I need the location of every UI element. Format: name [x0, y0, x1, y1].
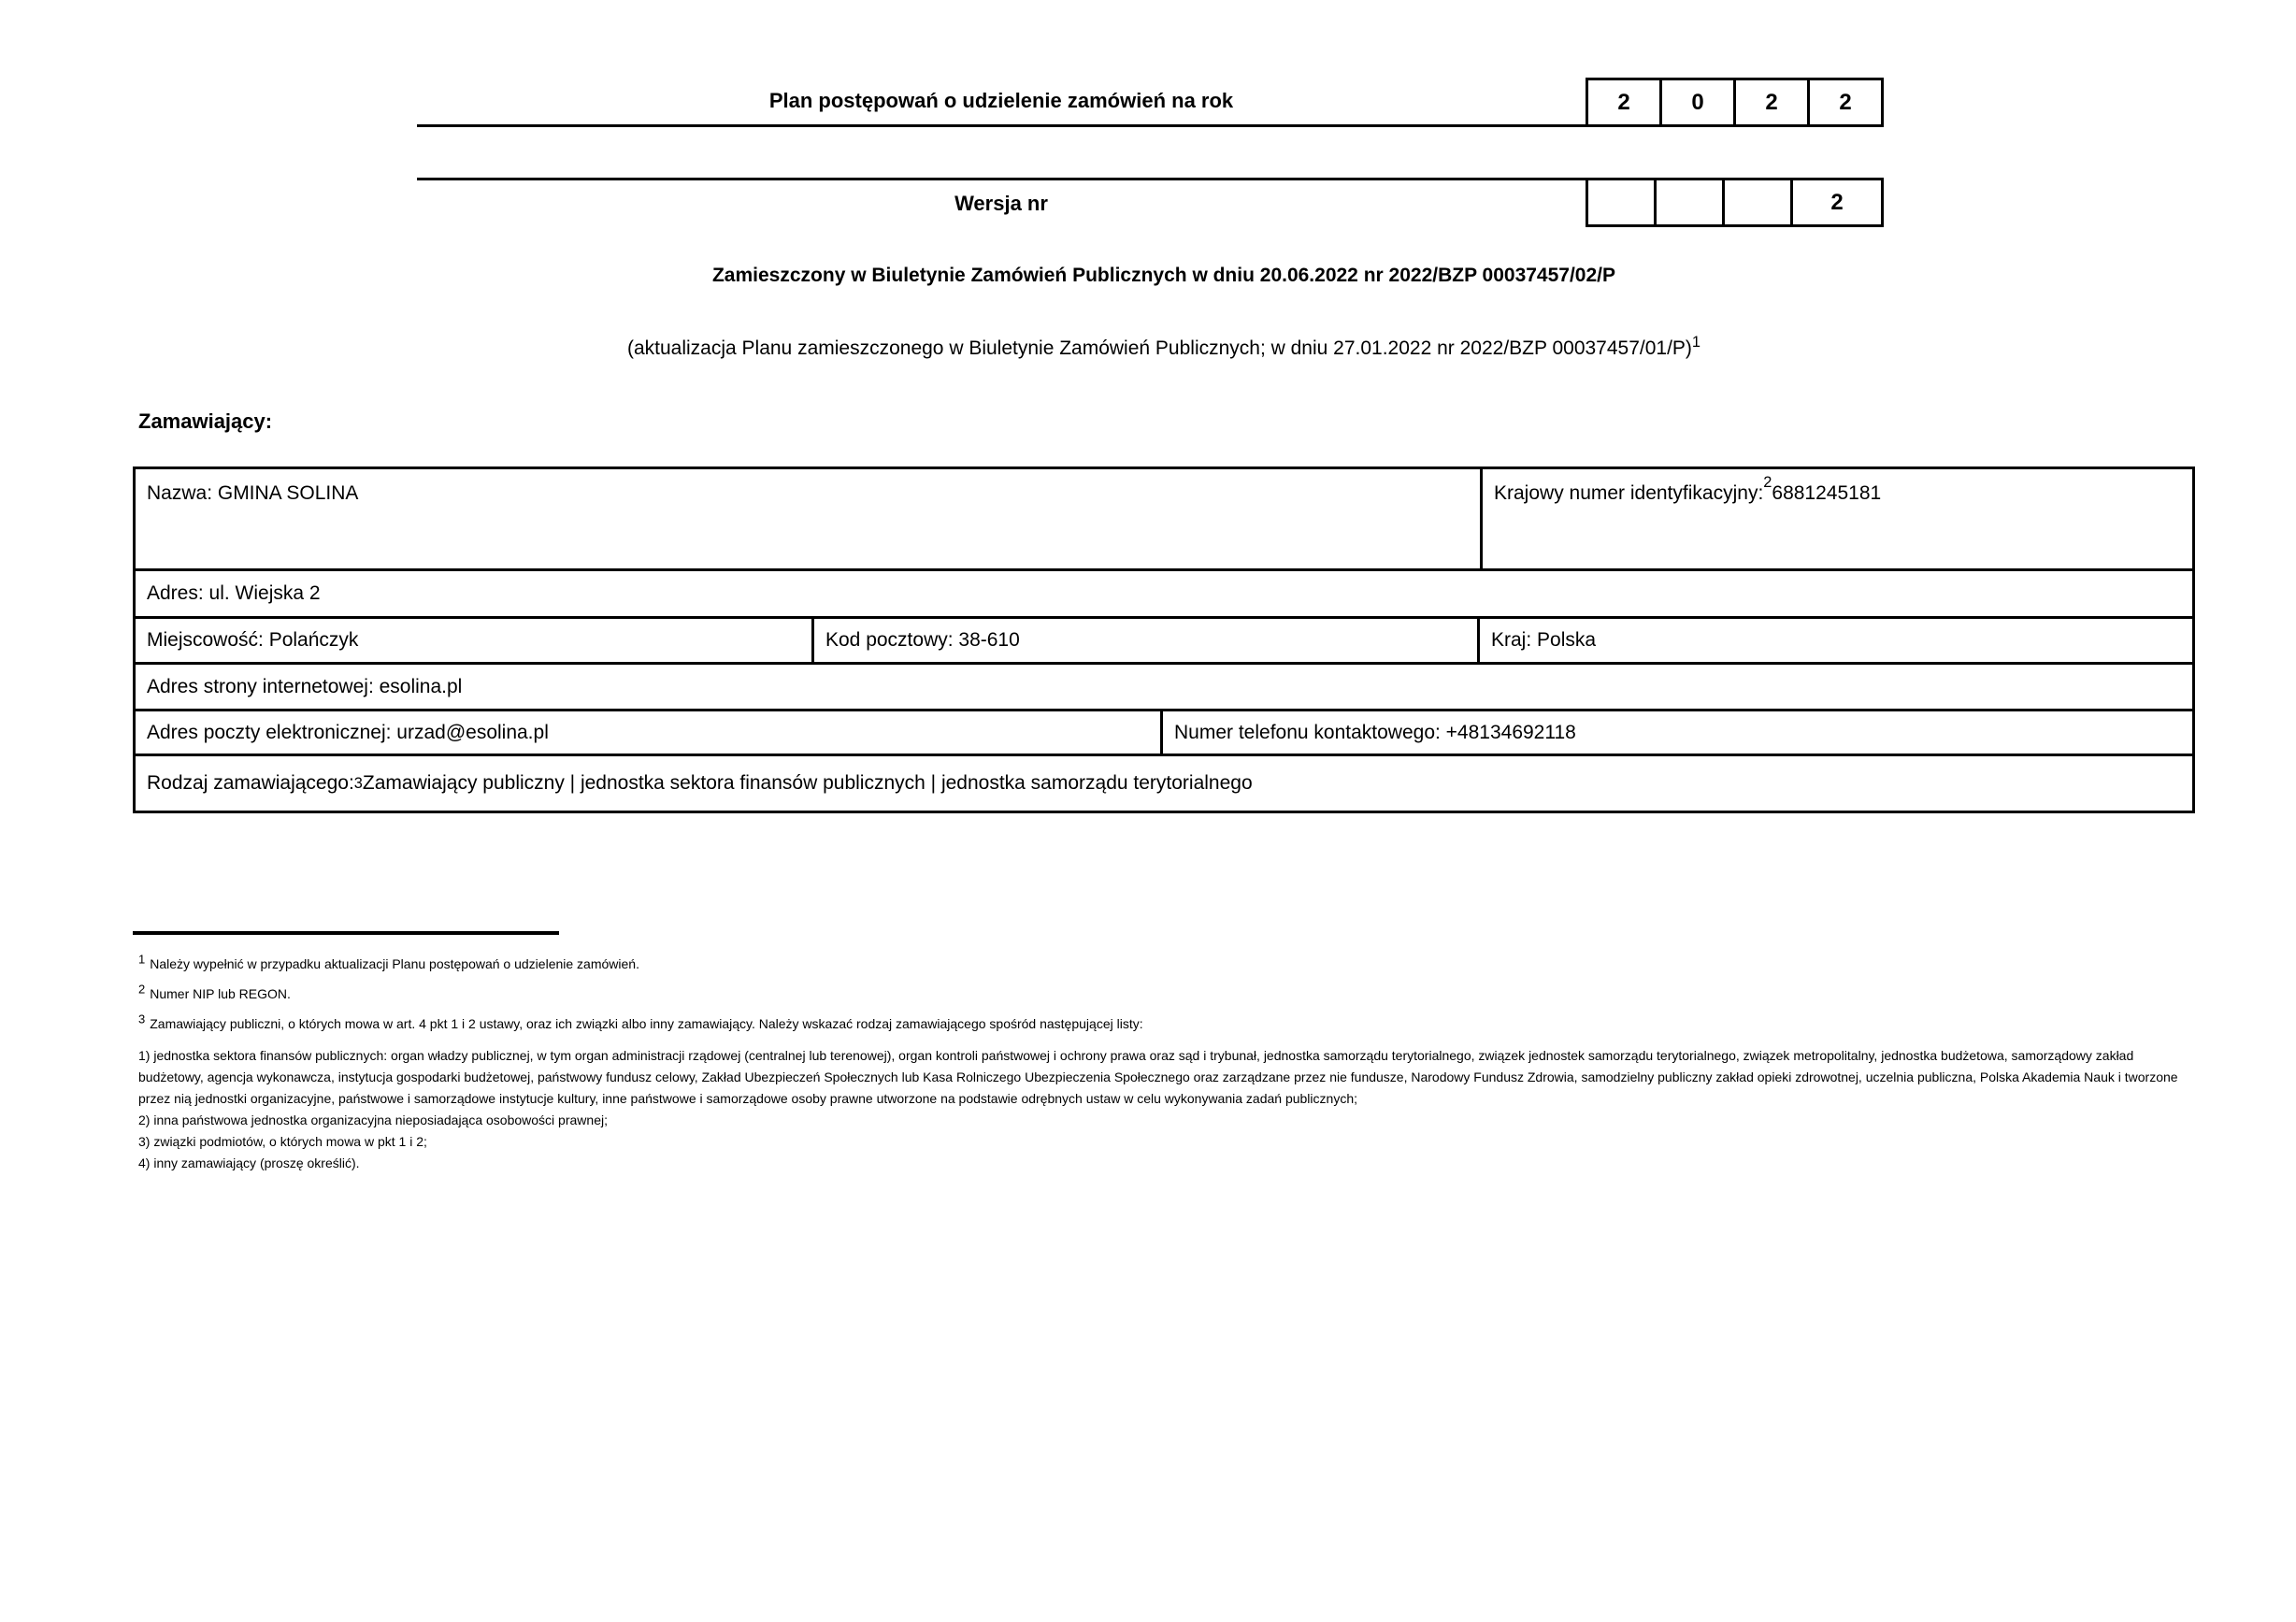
buyer-phone-cell: Numer telefonu kontaktowego: +48134692118	[1174, 721, 1576, 743]
buyer-city-cell: Miejscowość: Polańczyk	[136, 619, 814, 662]
footnote-3	[138, 1012, 2195, 1032]
buyer-website-cell: Adres strony internetowej: esolina.pl	[147, 675, 463, 697]
version-label: Wersja nr	[954, 192, 1048, 215]
national-id-label: Krajowy numer identyfikacyjny:	[1494, 482, 1764, 504]
footnote-text: Zamawiający publiczni, o których mowa w art. 4 pkt 1 i 2 ustawy, oraz ich związki albo inny zamawiający. Należy wskazać rodzaj zamawiającego spośród następującej listy:	[150, 1016, 1143, 1031]
buyer-type-label: Rodzaj zamawiającego:	[147, 772, 354, 794]
footnote-separator	[133, 931, 559, 935]
buyer-type-list	[138, 1045, 2195, 1174]
table-row	[136, 469, 2192, 571]
footnote-text: Należy wypełnić w przypadku aktualizacji Planu postępowań o udzielenie zamówień.	[150, 956, 639, 971]
footnote-marker: 3	[138, 1012, 146, 1026]
table-row	[136, 571, 2192, 619]
buyer-country-cell: Kraj: Polska	[1491, 629, 1597, 651]
footnote-text: Numer NIP lub REGON.	[150, 986, 291, 1001]
version-digit-box	[1586, 178, 1657, 227]
title-underline	[417, 124, 1882, 127]
buyer-type-list-item: 2) inna państwowa jednostka organizacyjna nieposiadająca osobowości prawnej;	[138, 1112, 608, 1127]
buyer-type-cell: Rodzaj zamawiającego: 3 Zamawiający publiczny | jednostka sektora finansów publicznych | jednostka samorządu terytorialnego	[147, 772, 1253, 794]
table-row	[136, 665, 2192, 711]
table-row	[136, 756, 2192, 811]
year-digit-box: 0	[1659, 78, 1736, 127]
table-row	[136, 711, 2192, 756]
footnote-marker: 2	[138, 982, 146, 997]
year-digit-box: 2	[1733, 78, 1810, 127]
version-digit-box	[1722, 178, 1793, 227]
year-boxes	[1586, 78, 1884, 127]
bulletin-update-line	[133, 334, 2195, 360]
buyer-type-list-item: 4) inny zamawiający (proszę określić).	[138, 1155, 360, 1170]
buyer-name-cell: Nazwa: GMINA SOLINA	[136, 469, 1483, 568]
national-id-value: 6881245181	[1772, 482, 1882, 504]
buyer-national-id-cell: Krajowy numer identyfikacyjny: 2 6881245181	[1494, 474, 1882, 504]
buyer-type-list-item: 3) związki podmiotów, o których mowa w pkt 1 i 2;	[138, 1134, 427, 1149]
buyer-postal-code-cell: Kod pocztowy: 38-610	[814, 619, 1480, 662]
buyer-section-label: Zamawiający:	[138, 409, 273, 433]
bulletin-update-text: (aktualizacja Planu zamieszczonego w Biuletynie Zamówień Publicznych; w dniu 27.01.2022 nr 2022/BZP 00037457/01/P)	[626, 337, 1692, 359]
buyer-address-cell: Adres: ul. Wiejska 2	[147, 582, 321, 604]
plan-title: Plan postępowań o udzielenie zamówień na rok	[768, 89, 1234, 112]
footnote-2	[138, 982, 2195, 1002]
bulletin-publication-line: Zamieszczony w Biuletynie Zamówień Publicznych w dniu 20.06.2022 nr 2022/BZP 00037457/02/P	[711, 265, 1616, 286]
version-digit-box	[1654, 178, 1725, 227]
buyer-type-value: Zamawiający publiczny | jednostka sektora finansów publicznych | jednostka samorządu terytorialnego	[362, 772, 1253, 794]
buyer-email-cell: Adres poczty elektronicznej: urzad@esolina.pl	[136, 711, 1163, 754]
buyer-type-list-item: 1) jednostka sektora finansów publicznych: organ władzy publicznej, w tym organ administracji rządowej (centralnej lub terenowej), organ kontroli państwowej i ochrony prawa oraz sąd i trybunał, jednostka samorządu terytorialnego, związek jednostek samorządu terytorialnego, związek metropolitalny, jednostka budżetowa, samorządowy zakład budżetowy, agencja wykonawcza, instytucja gospodarki budżetowej, państwowy fundusz celowy, Zakład Ubezpieczeń Społecznych lub Kasa Rolniczego Ubezpieczenia Społecznego oraz zarządzane przez nie fundusze, Narodowy Fundusz Zdrowia, samodzielny publiczny zakład opieki zdrowotnej, uczelnia publiczna, Polska Akademia Nauk i tworzone przez nią jednostki organizacyjne, państwowe i samorządowe instytucje kultury, inne państwowe i samorządowe osoby prawne utworzone na podstawie odrębnych ustaw w celu wykonywania zadań publicznych;	[138, 1048, 2178, 1106]
year-digit-box: 2	[1586, 78, 1662, 127]
version-boxes	[1586, 178, 1884, 227]
footnote-marker: 1	[138, 952, 146, 967]
year-digit-box: 2	[1807, 78, 1884, 127]
table-row	[136, 619, 2192, 665]
buyer-table	[133, 467, 2195, 813]
version-digit-box: 2	[1790, 178, 1884, 227]
footnote-ref-1: 1	[1691, 334, 1701, 351]
footnotes-section	[138, 952, 2195, 1174]
footnote-1	[138, 952, 2195, 972]
